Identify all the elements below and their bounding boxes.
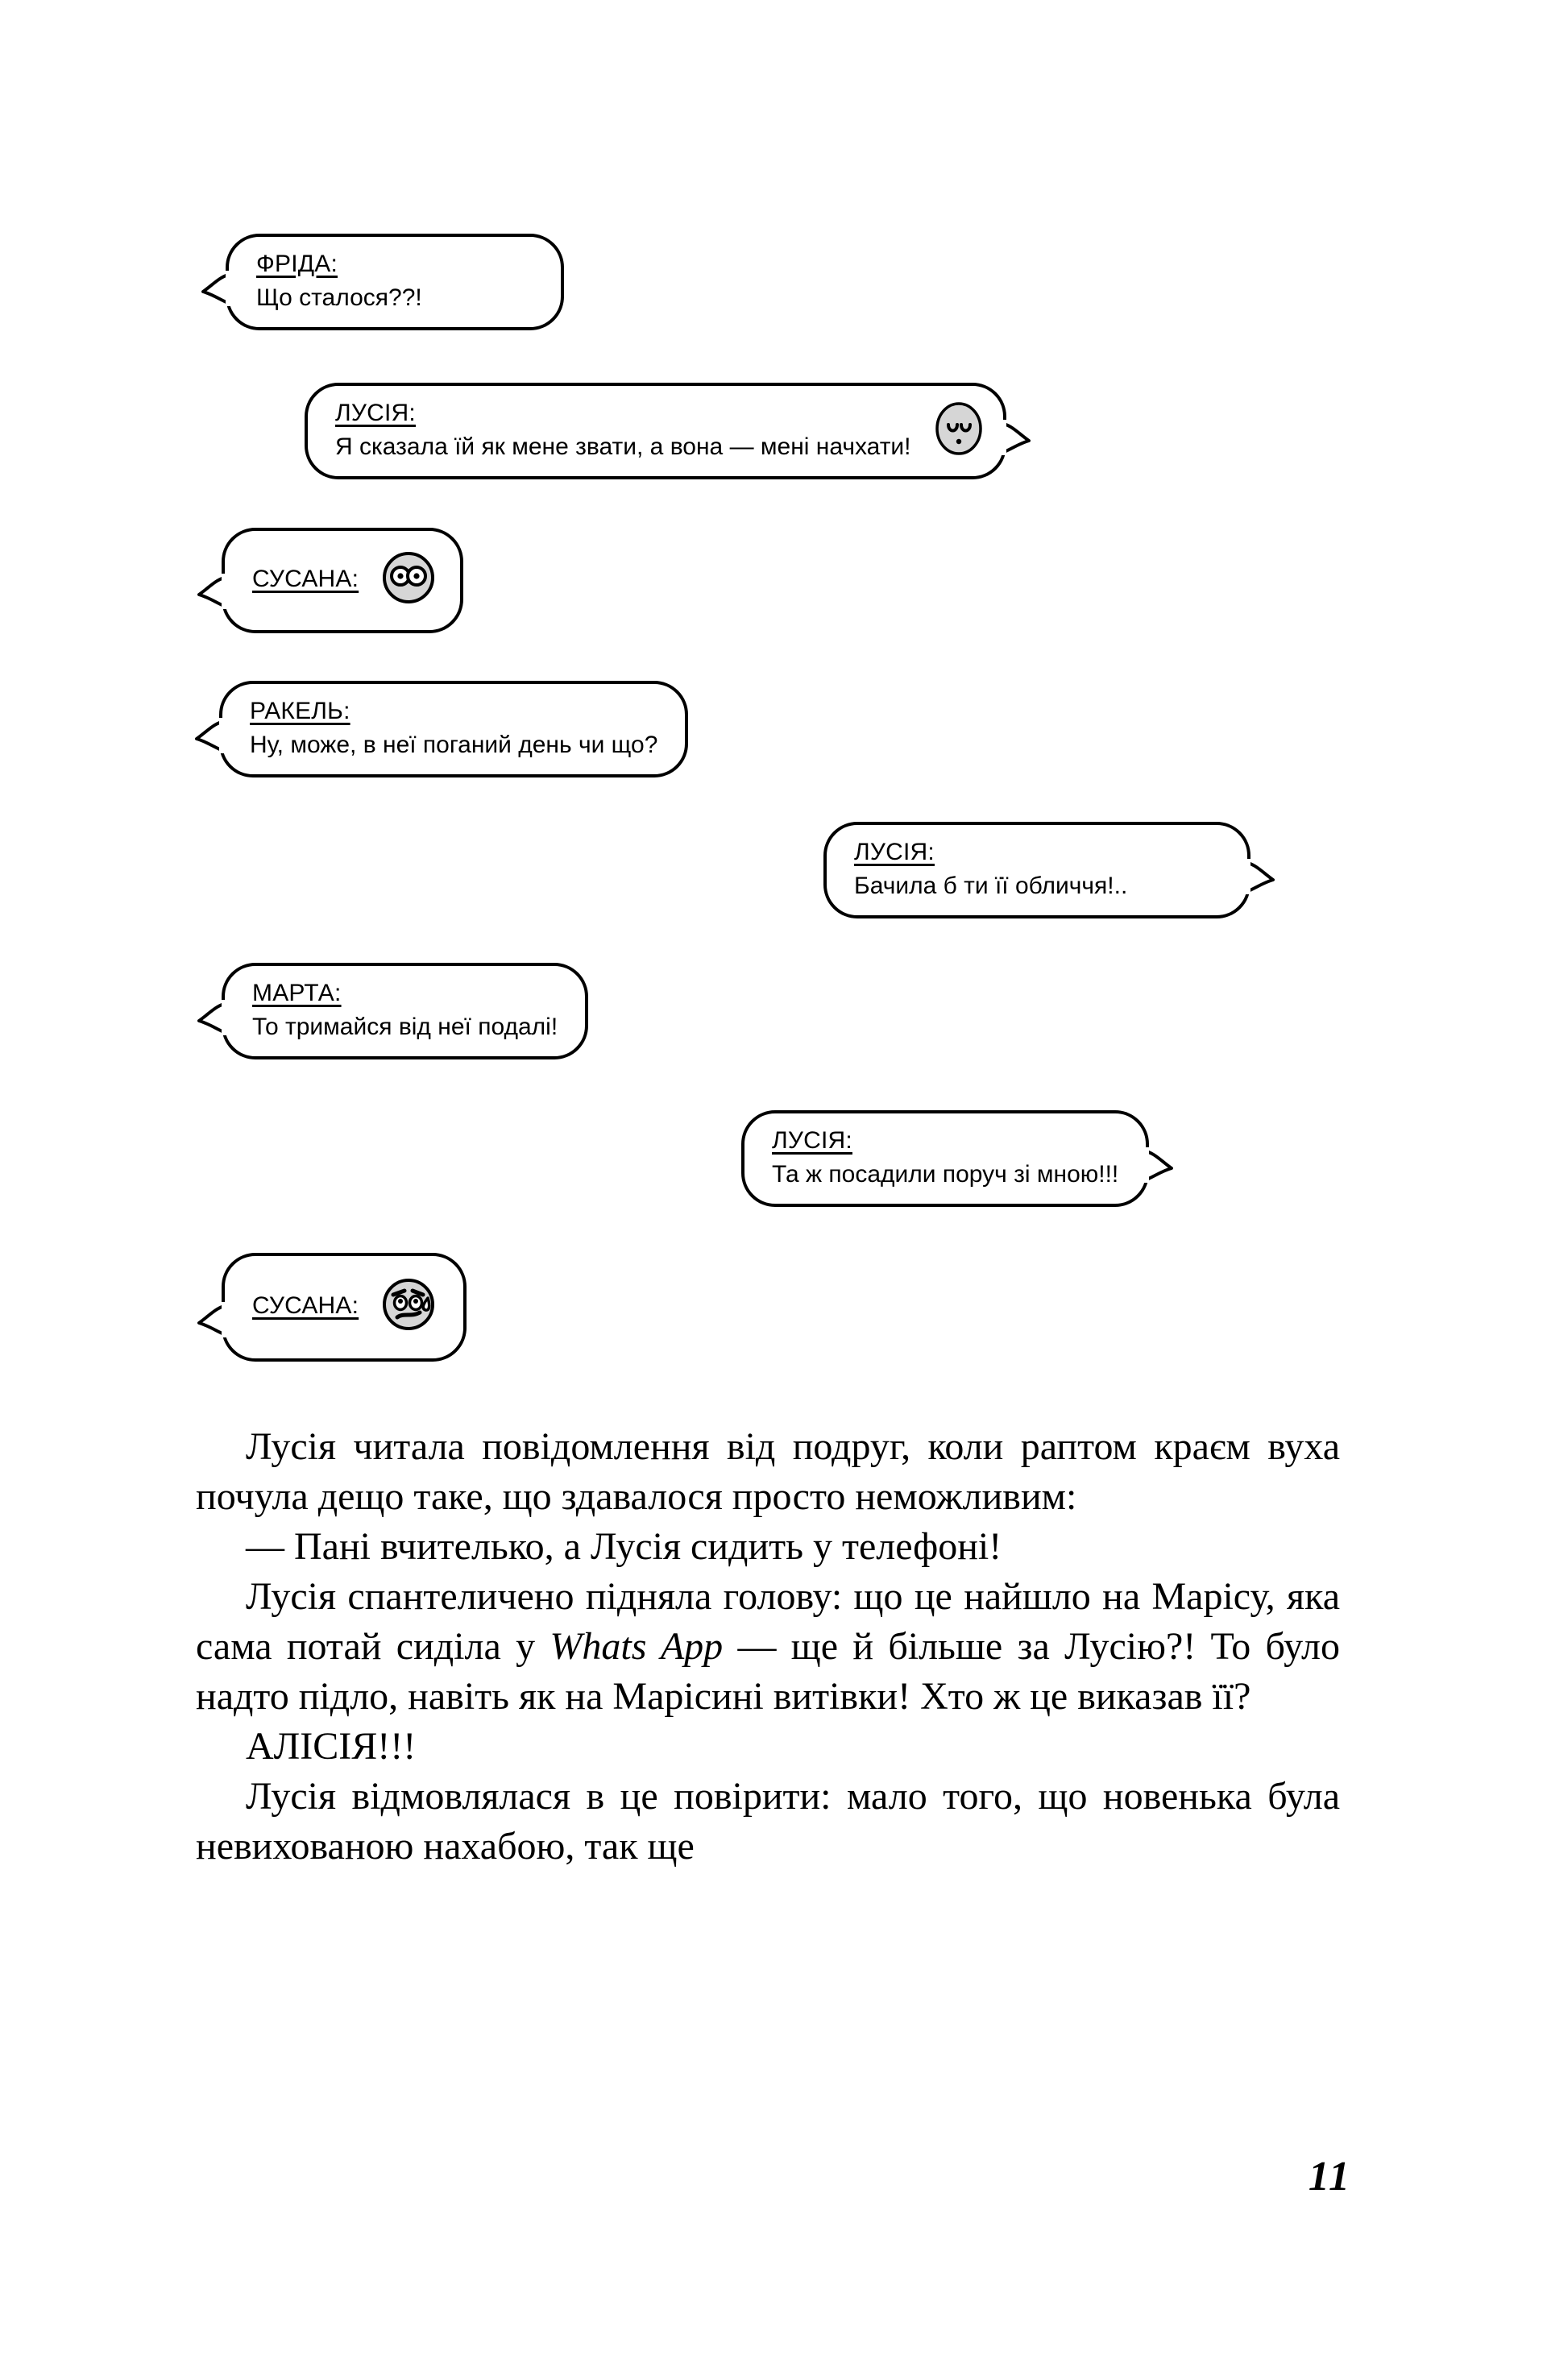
chat-speaker-name: ЛУСІЯ: — [772, 1127, 852, 1154]
bubble-tail-left-icon — [197, 1000, 230, 1035]
bubble-tail-left-icon — [197, 574, 230, 609]
paragraph-5: Лусія відмовлялася в це повірити: мало того, що новенька була невихованою нахабою, так ще — [196, 1775, 1340, 1868]
chat-message-text: Та ж посадили поруч зі мною!!! — [772, 1160, 1119, 1188]
chat-bubble[interactable] — [823, 822, 1250, 918]
chat-message-8 — [222, 1253, 467, 1362]
chat-message-7 — [741, 1110, 1149, 1207]
narrative-body — [196, 1422, 1340, 1872]
chat-speaker-name: СУСАНА: — [252, 566, 359, 593]
chat-message-2 — [305, 383, 1006, 479]
chat-bubble[interactable] — [222, 528, 463, 633]
chat-bubble[interactable] — [222, 1253, 467, 1362]
paragraph-3-part-a: Лусія спантеличено підняла голову: що це найшло на Марісу, яка сама потай сиділа у — [196, 1575, 1340, 1668]
bubble-tail-right-icon — [1242, 859, 1275, 894]
paragraph-1: Лусія читала повідомлення від подруг, коли раптом краєм вуха почула дещо таке, що здавалося просто неможливим: — [196, 1425, 1340, 1518]
bubble-tail-left-icon — [201, 271, 234, 306]
chat-speaker-name: РАКЕЛЬ: — [250, 698, 350, 724]
chat-bubble[interactable] — [222, 963, 588, 1059]
chat-bubble[interactable] — [741, 1110, 1149, 1207]
chat-message-4 — [219, 681, 688, 777]
bubble-tail-right-icon — [998, 420, 1031, 455]
page-number: 11 — [1308, 2154, 1351, 2200]
chat-message-text: Бачила б ти її обличчя!.. — [854, 872, 1128, 899]
chat-speaker-name: ЛУСІЯ: — [335, 400, 416, 426]
chat-bubble[interactable] — [219, 681, 688, 777]
chat-message-text: Я сказала їй як мене звати, а вона — мені начхати! — [335, 433, 911, 460]
paragraph-3-part-b: — ще й більше за Лусію?! То було надто підло, навіть як на Марісині витівки! Хто ж це виказав її? — [196, 1625, 1340, 1718]
paragraph-4-exclamation: АЛІСІЯ!!! — [246, 1725, 417, 1768]
chat-bubble[interactable] — [305, 383, 1006, 479]
bubble-tail-left-icon — [197, 1302, 230, 1337]
paragraph-2-dialogue: — Пані вчителько, а Лусія сидить у телефоні! — [246, 1525, 1002, 1568]
whatsapp-italic: Whats App — [550, 1625, 724, 1668]
chat-bubble[interactable] — [226, 234, 564, 330]
chat-message-1 — [226, 234, 564, 330]
chat-message-3 — [222, 528, 463, 633]
wide-eyed-shocked-face-emoji — [379, 549, 438, 611]
chat-speaker-name: ФРІДА: — [256, 251, 338, 277]
chat-message-6 — [222, 963, 588, 1059]
chat-speaker-name: МАРТА: — [252, 980, 342, 1006]
chat-message-text: Що сталося??! — [256, 284, 422, 311]
chat-message-text: То тримайся від неї подалі! — [252, 1013, 558, 1040]
paragraph-3 — [196, 1572, 1340, 1722]
chat-speaker-name: ЛУСІЯ: — [854, 839, 935, 865]
bubble-tail-left-icon — [195, 718, 227, 753]
worried-sweating-face-emoji — [379, 1274, 441, 1339]
chat-speaker-name: СУСАНА: — [252, 1292, 359, 1320]
bubble-tail-right-icon — [1141, 1147, 1173, 1183]
sleepy-face-emoji — [932, 400, 985, 462]
chat-message-5 — [823, 822, 1250, 918]
chat-message-text: Ну, може, в неї поганий день чи що? — [250, 731, 658, 758]
